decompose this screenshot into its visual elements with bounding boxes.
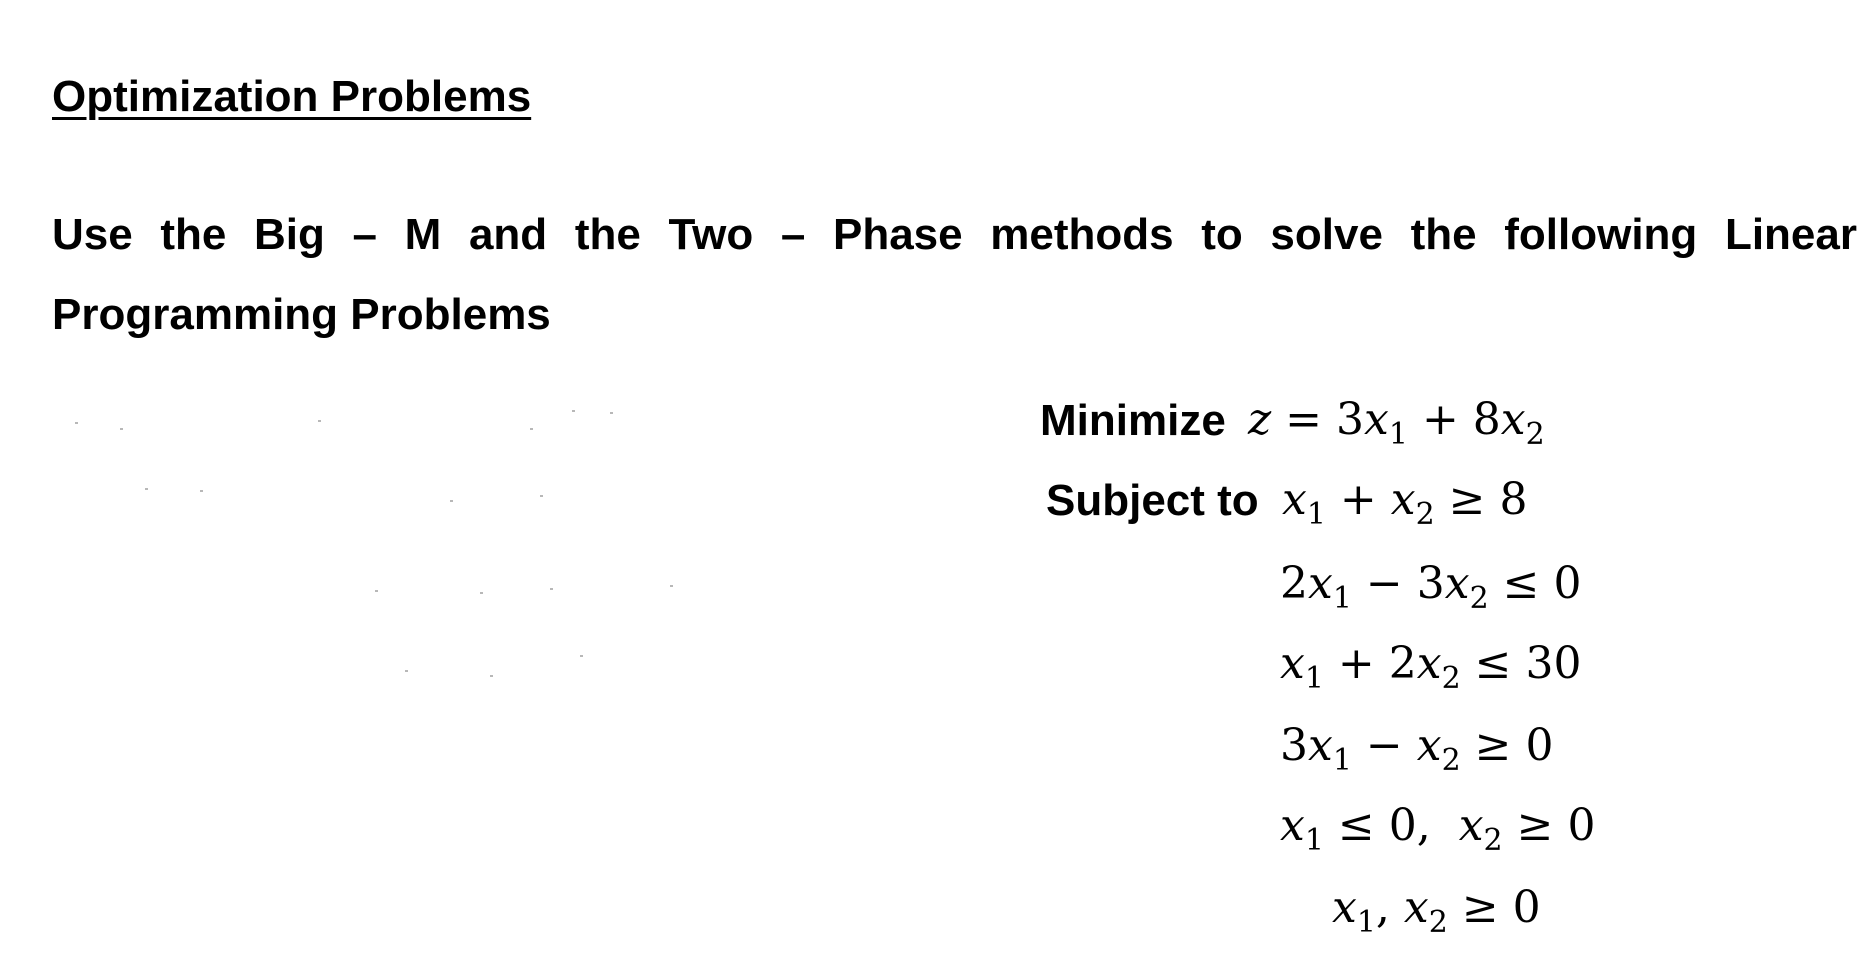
constraint-1: $x_1 + x_2 \ge 8$: [1282, 474, 1528, 532]
constraints-label: Subject to: [1046, 476, 1259, 525]
instructions-paragraph: [52, 195, 1857, 355]
objective-function: $z = 3x_1 + 8x_2$: [1248, 394, 1545, 452]
objective-label: Minimize: [1040, 396, 1226, 445]
instructions-line-1: Use the Big – M and the Two – Phase methods to solve the following Linear: [52, 210, 1857, 259]
constraint-5: $x_1 \le 0$, $x_2 \ge 0$: [1280, 800, 1596, 858]
instructions-line-2: Programming Problems: [52, 290, 551, 339]
constraint-6: $x_1$, $x_2 \ge 0$: [1332, 882, 1541, 940]
constraint-4: $3x_1 - x_2 \ge 0$: [1280, 720, 1554, 778]
page-heading: Optimization Problems: [52, 72, 532, 121]
constraint-3: $x_1 + 2x_2 \le 30$: [1280, 638, 1582, 696]
constraint-2: $2x_1 - 3x_2 \le 0$: [1280, 558, 1582, 616]
